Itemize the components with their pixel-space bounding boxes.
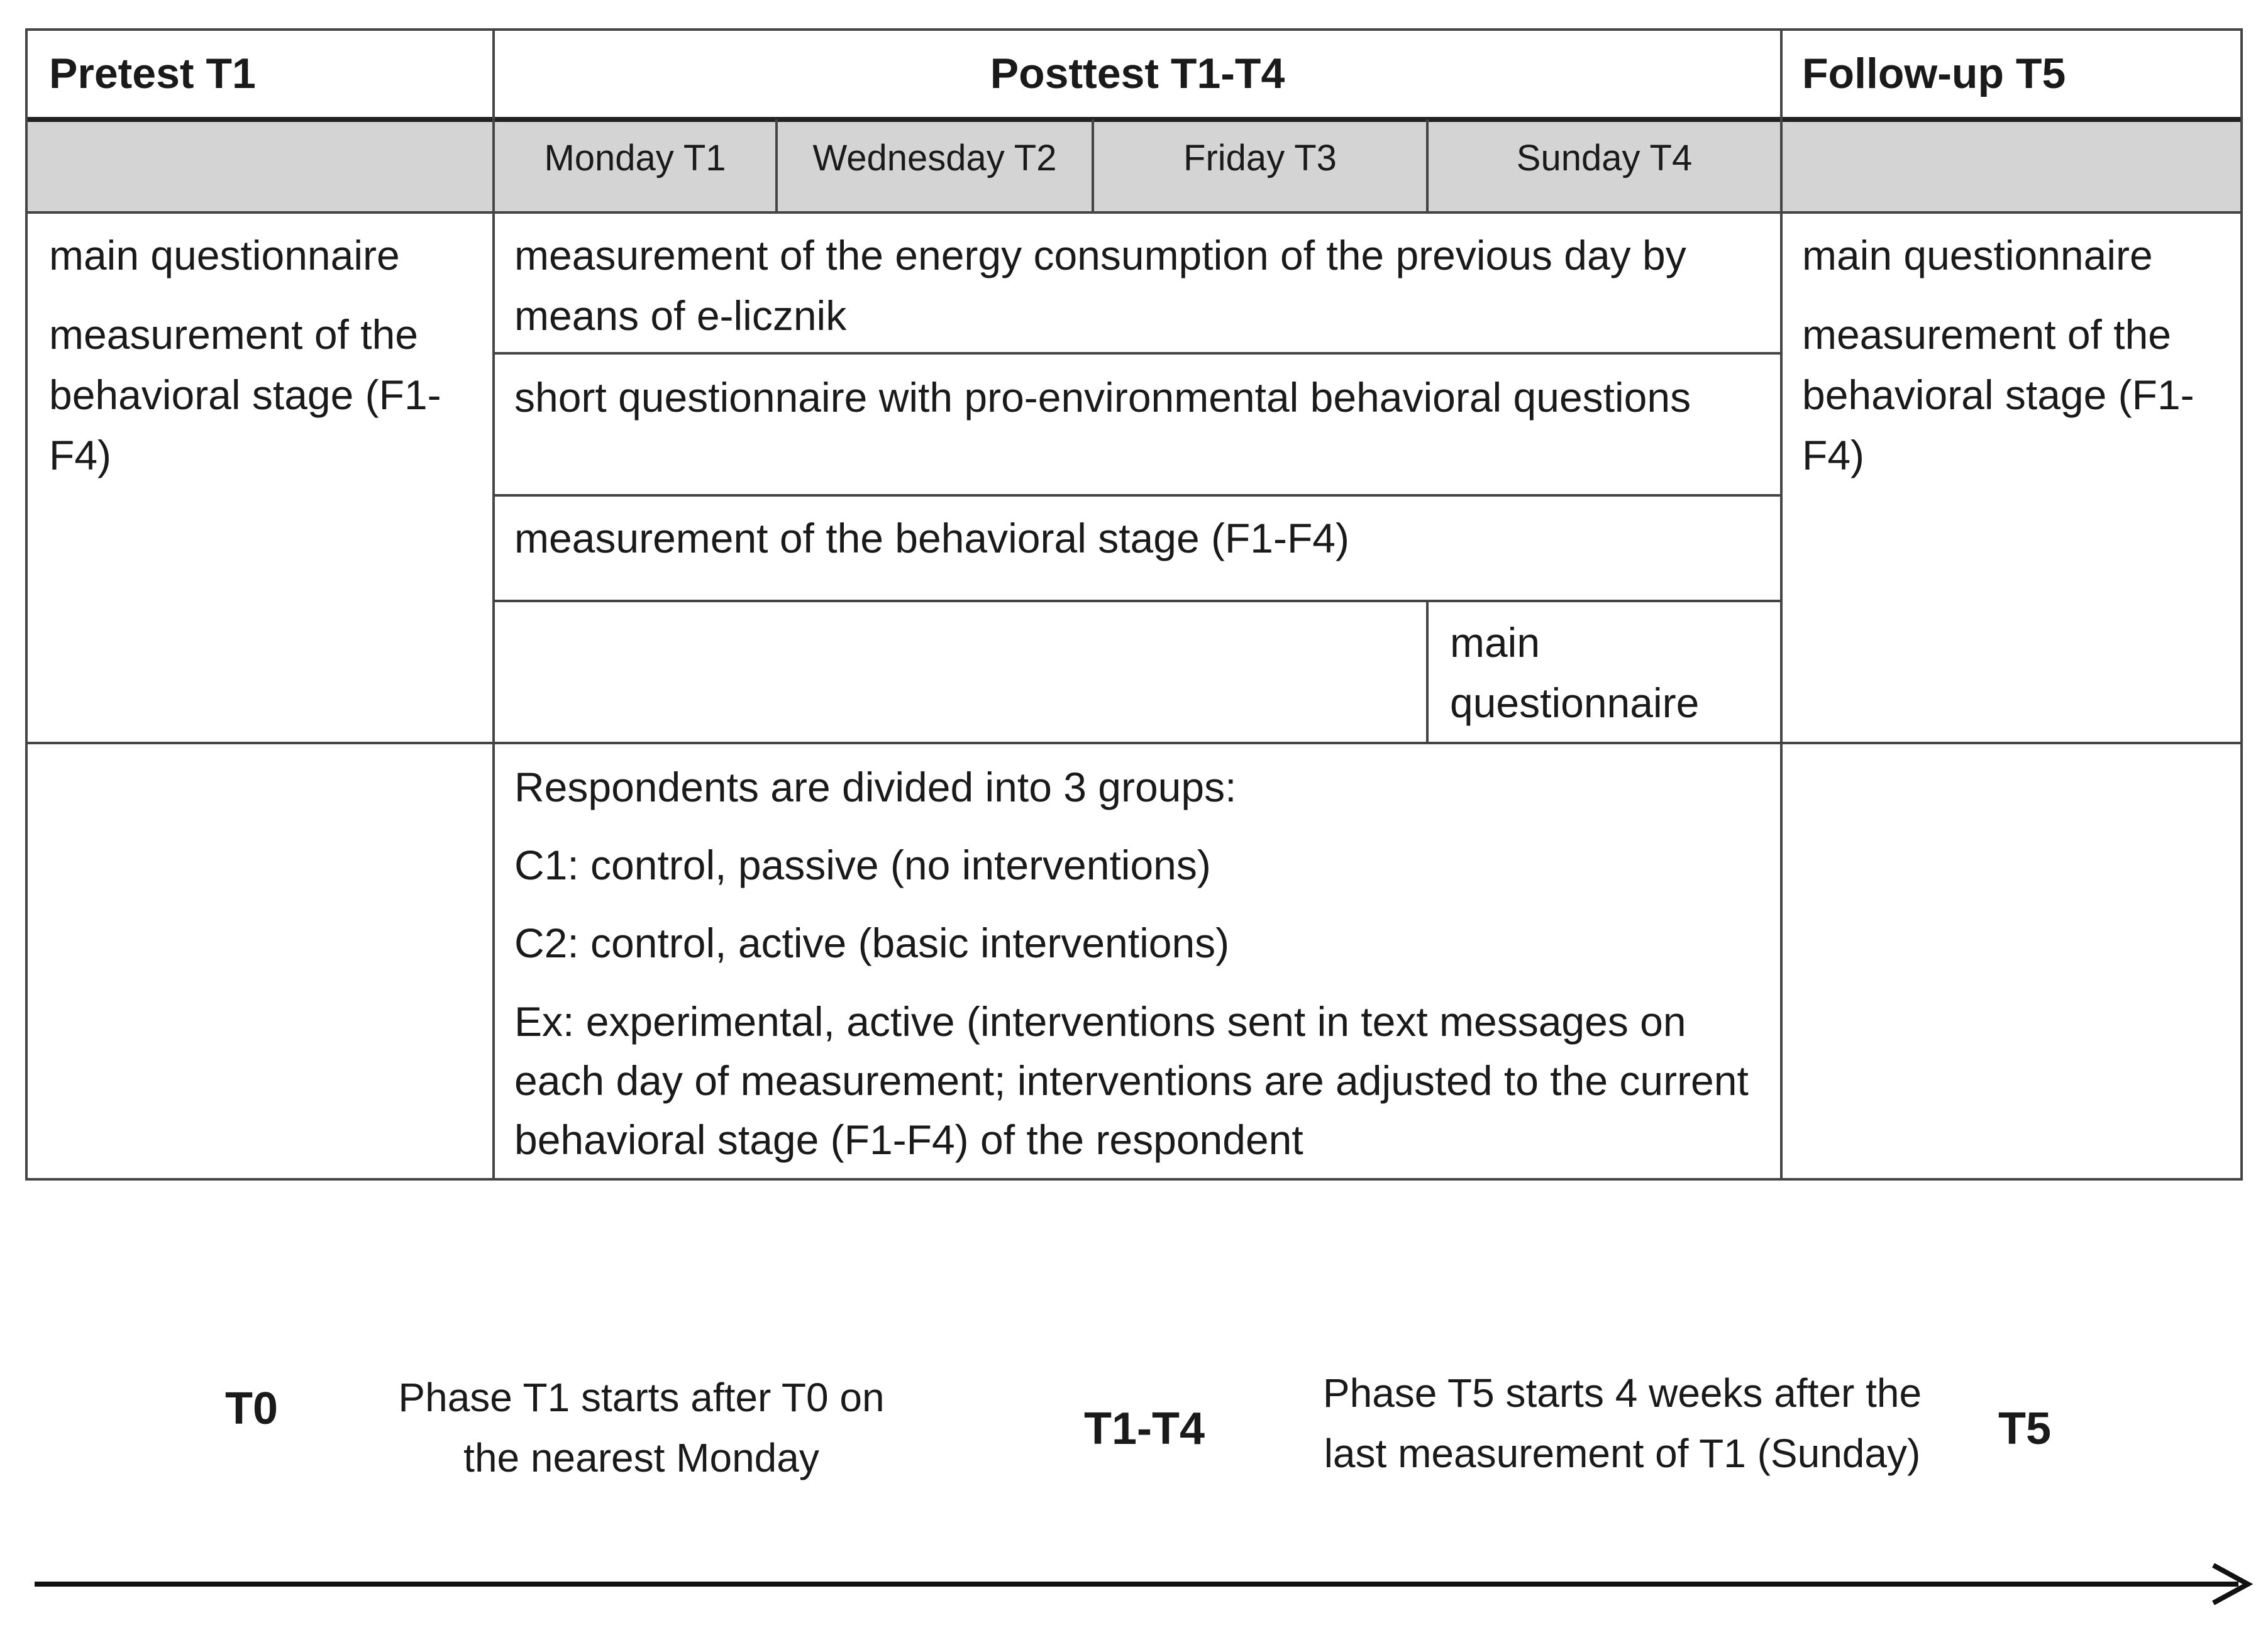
group-ex-text: Ex: experimental, active (interventions sent in text messages on each day of measurement; interventions are adjusted to the current behavioral stage (F1-F4) of the respondent bbox=[514, 998, 1749, 1163]
stage-row-divider bbox=[492, 600, 1781, 602]
behavioral-stage-measurement-text: measurement of the behavioral stage (F1-F4) bbox=[514, 515, 1349, 561]
followup-main-questionnaire: main questionnaire bbox=[1802, 232, 2153, 278]
short-questionnaire-text: short questionnaire with pro-environmental behavioral questions bbox=[514, 374, 1691, 421]
sunday-main-questionnaire-text: main questionnaire bbox=[1450, 619, 1700, 726]
energy-measurement-text: measurement of the energy consumption of the previous day by means of e-licznik bbox=[514, 232, 1686, 339]
timeline-t1-t4-label: T1-T4 bbox=[1083, 1404, 1205, 1454]
day-row-bottom-border bbox=[25, 211, 2243, 214]
group-c1-text: C1: control, passive (no interventions) bbox=[514, 842, 1211, 888]
header-bottom-border bbox=[25, 117, 2243, 122]
timeline-t0-label: T0 bbox=[224, 1384, 279, 1434]
table-top-border bbox=[25, 28, 2243, 31]
timeline-phase-t1-text: Phase T1 starts after T0 on the nearest Monday bbox=[398, 1375, 885, 1480]
day-label-sunday: Sunday T4 bbox=[1516, 138, 1693, 179]
day-label-wednesday: Wednesday T2 bbox=[812, 138, 1057, 179]
pretest-header: Pretest T1 bbox=[49, 50, 256, 97]
followup-header: Follow-up T5 bbox=[1802, 50, 2066, 97]
groups-intro-text: Respondents are divided into 3 groups: bbox=[514, 764, 1237, 810]
short-q-row-divider bbox=[492, 494, 1781, 497]
day-label-friday: Friday T3 bbox=[1183, 138, 1337, 179]
pretest-main-questionnaire: main questionnaire bbox=[49, 232, 400, 278]
table-bottom-border bbox=[25, 1178, 2243, 1181]
posttest-header: Posttest T1-T4 bbox=[990, 50, 1285, 97]
energy-row-divider bbox=[492, 352, 1781, 355]
timeline-phase-t5-text: Phase T5 starts 4 weeks after the last measurement of T1 (Sunday) bbox=[1322, 1370, 1922, 1476]
followup-behavioral-stage: measurement of the behavioral stage (F1-F4) bbox=[1802, 311, 2194, 478]
pretest-behavioral-stage: measurement of the behavioral stage (F1-F4) bbox=[49, 311, 441, 478]
group-c2-text: C2: control, active (basic interventions) bbox=[514, 920, 1230, 966]
table-left-border bbox=[25, 28, 28, 1181]
timeline-arrow bbox=[0, 1559, 2268, 1609]
main-q-cell-divider bbox=[1426, 600, 1429, 743]
timeline-t5-label: T5 bbox=[1998, 1404, 2052, 1454]
day-label-monday: Monday T1 bbox=[544, 138, 726, 179]
groups-row-top-border bbox=[25, 742, 2243, 744]
pretest-right-border bbox=[492, 28, 495, 1181]
followup-left-border bbox=[1780, 28, 1783, 1181]
table-right-border bbox=[2240, 28, 2243, 1181]
